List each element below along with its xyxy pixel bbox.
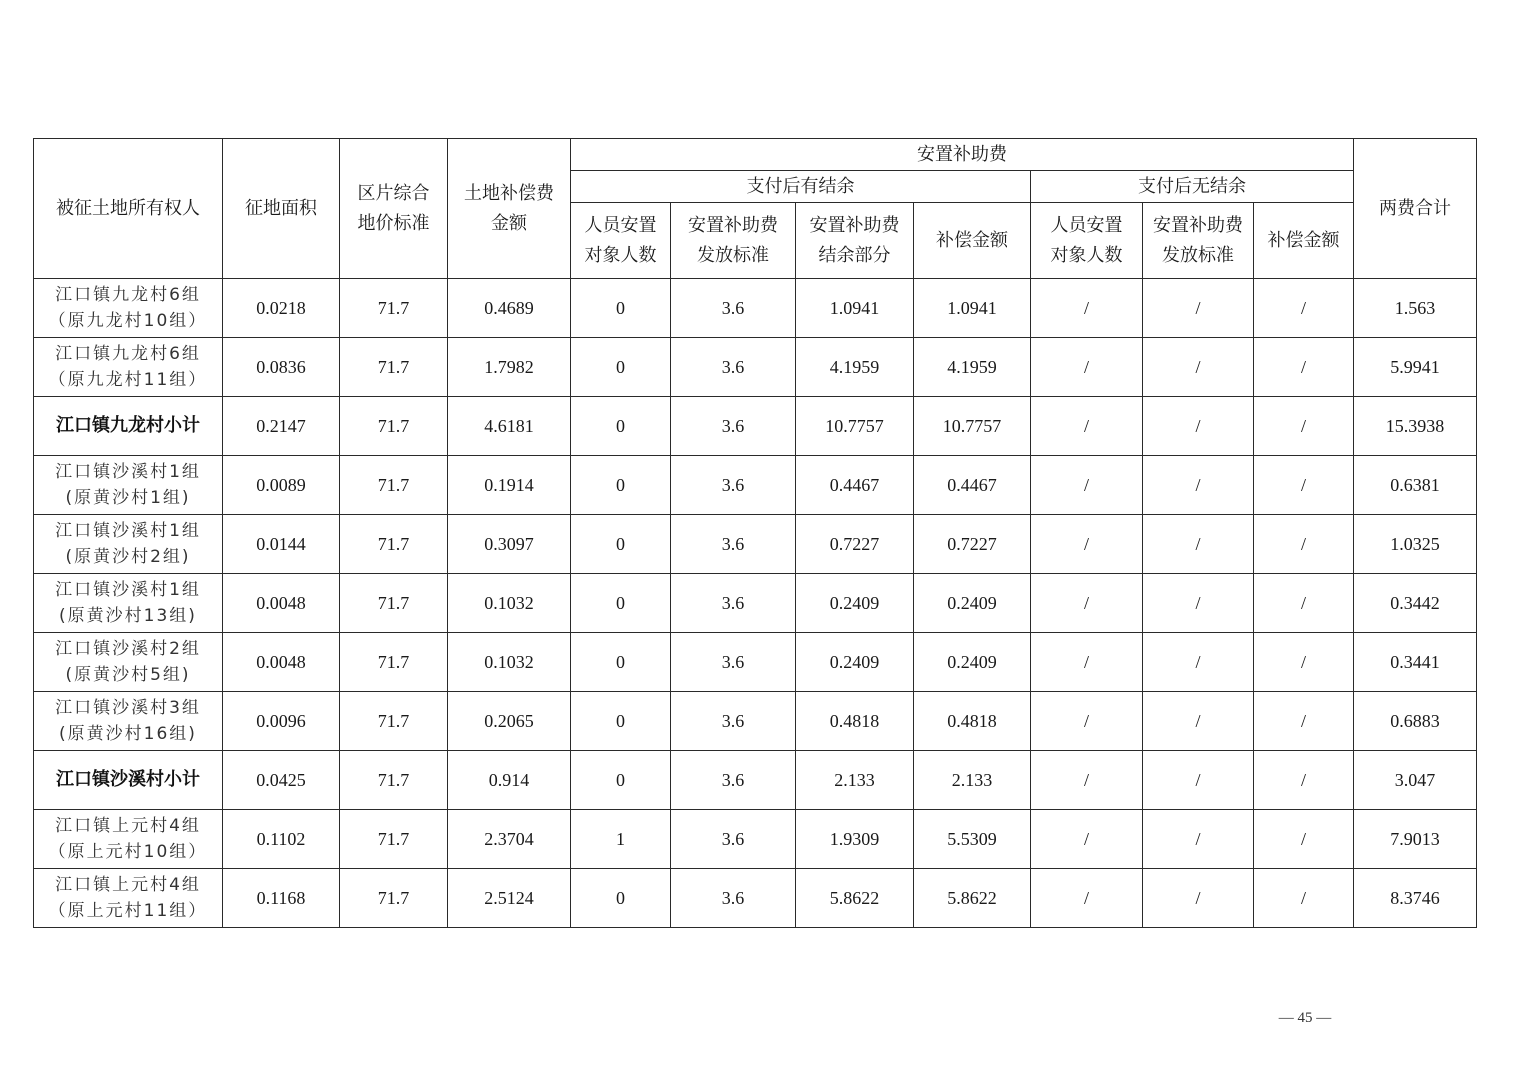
cell-surplus: 1.9309 [796, 810, 914, 869]
cell-area: 0.1102 [223, 810, 340, 869]
cell-n3: / [1254, 692, 1354, 751]
owner-cell [34, 751, 223, 810]
header-standard-1 [671, 203, 796, 279]
owner-original-group: (原黄沙村2组) [65, 547, 191, 567]
cell-standard: 3.6 [671, 633, 796, 692]
cell-n2: / [1143, 751, 1254, 810]
cell-land: 0.2065 [448, 692, 571, 751]
cell-land: 0.1032 [448, 574, 571, 633]
table-body [34, 279, 1477, 928]
cell-price: 71.7 [340, 456, 448, 515]
cell-n3: / [1254, 751, 1354, 810]
owner-cell [34, 633, 223, 692]
cell-n3: / [1254, 515, 1354, 574]
table-row [34, 692, 1477, 751]
owner-name: 江口镇沙溪村1组 [55, 462, 201, 482]
cell-land: 0.1914 [448, 456, 571, 515]
cell-land: 0.4689 [448, 279, 571, 338]
header-comp-amount-2: 补偿金额 [1254, 203, 1354, 279]
cell-surplus: 0.4467 [796, 456, 914, 515]
cell-n1: / [1031, 456, 1143, 515]
cell-n2: / [1143, 515, 1254, 574]
header-total: 两费合计 [1354, 139, 1477, 279]
cell-persons: 0 [571, 279, 671, 338]
cell-n3: / [1254, 397, 1354, 456]
cell-standard: 3.6 [671, 692, 796, 751]
cell-total: 0.6381 [1354, 456, 1477, 515]
table-row [34, 279, 1477, 338]
cell-n2: / [1143, 869, 1254, 928]
cell-surplus: 2.133 [796, 751, 914, 810]
header-persons-2-text: 人员安置对象人数 [1050, 214, 1123, 266]
header-price [340, 139, 448, 279]
cell-persons: 0 [571, 692, 671, 751]
owner-original-group: （原九龙村10组） [48, 311, 208, 331]
cell-area: 0.0048 [223, 633, 340, 692]
cell-total: 0.6883 [1354, 692, 1477, 751]
owner-name: 江口镇沙溪村1组 [55, 521, 201, 541]
cell-n1: / [1031, 338, 1143, 397]
cell-price: 71.7 [340, 397, 448, 456]
owner-name: 江口镇沙溪村1组 [55, 580, 201, 600]
cell-standard: 3.6 [671, 515, 796, 574]
owner-name: 江口镇沙溪村3组 [55, 698, 201, 718]
cell-standard: 3.6 [671, 456, 796, 515]
cell-persons: 0 [571, 515, 671, 574]
cell-price: 71.7 [340, 279, 448, 338]
cell-surplus: 5.8622 [796, 869, 914, 928]
owner-cell [34, 869, 223, 928]
cell-n3: / [1254, 279, 1354, 338]
cell-total: 0.3441 [1354, 633, 1477, 692]
header-owner: 被征土地所有权人 [34, 139, 223, 279]
cell-surplus: 10.7757 [796, 397, 914, 456]
cell-price: 71.7 [340, 633, 448, 692]
cell-land: 2.3704 [448, 810, 571, 869]
cell-comp: 0.4467 [914, 456, 1031, 515]
cell-n2: / [1143, 279, 1254, 338]
owner-original-group: （原九龙村11组） [48, 370, 208, 390]
cell-standard: 3.6 [671, 397, 796, 456]
cell-comp: 0.2409 [914, 633, 1031, 692]
cell-price: 71.7 [340, 515, 448, 574]
cell-n3: / [1254, 574, 1354, 633]
cell-n1: / [1031, 751, 1143, 810]
cell-standard: 3.6 [671, 869, 796, 928]
cell-n3: / [1254, 633, 1354, 692]
header-surplus-part [796, 203, 914, 279]
cell-n3: / [1254, 810, 1354, 869]
cell-n1: / [1031, 574, 1143, 633]
cell-n3: / [1254, 456, 1354, 515]
owner-original-group: (原黄沙村13组) [59, 606, 197, 626]
cell-n3: / [1254, 338, 1354, 397]
owner-name: 江口镇上元村4组 [55, 875, 201, 895]
cell-surplus: 1.0941 [796, 279, 914, 338]
cell-area: 0.0144 [223, 515, 340, 574]
owner-cell [34, 810, 223, 869]
cell-standard: 3.6 [671, 751, 796, 810]
owner-name: 江口镇沙溪村2组 [55, 639, 201, 659]
table-row [34, 751, 1477, 810]
cell-standard: 3.6 [671, 574, 796, 633]
cell-surplus: 4.1959 [796, 338, 914, 397]
cell-total: 8.3746 [1354, 869, 1477, 928]
cell-price: 71.7 [340, 869, 448, 928]
cell-price: 71.7 [340, 810, 448, 869]
cell-persons: 1 [571, 810, 671, 869]
cell-persons: 0 [571, 751, 671, 810]
owner-original-group: （原上元村11组） [48, 901, 208, 921]
header-price-text: 区片综合地价标准 [357, 182, 430, 234]
header-persons-1 [571, 203, 671, 279]
cell-n1: / [1031, 633, 1143, 692]
cell-persons: 0 [571, 456, 671, 515]
header-surplus-part-text: 安置补助费结余部分 [809, 214, 900, 266]
cell-persons: 0 [571, 574, 671, 633]
header-land-comp [448, 139, 571, 279]
table-row [34, 574, 1477, 633]
cell-persons: 0 [571, 869, 671, 928]
cell-comp: 0.2409 [914, 574, 1031, 633]
cell-total: 0.3442 [1354, 574, 1477, 633]
cell-n2: / [1143, 456, 1254, 515]
cell-standard: 3.6 [671, 810, 796, 869]
cell-n1: / [1031, 810, 1143, 869]
header-standard-2 [1143, 203, 1254, 279]
table-row [34, 338, 1477, 397]
cell-area: 0.0425 [223, 751, 340, 810]
cell-persons: 0 [571, 633, 671, 692]
cell-price: 71.7 [340, 692, 448, 751]
table-row [34, 869, 1477, 928]
cell-surplus: 0.4818 [796, 692, 914, 751]
cell-n2: / [1143, 338, 1254, 397]
header-persons-1-text: 人员安置对象人数 [584, 214, 657, 266]
cell-area: 0.0089 [223, 456, 340, 515]
compensation-table [33, 138, 1477, 928]
owner-cell [34, 338, 223, 397]
cell-total: 5.9941 [1354, 338, 1477, 397]
cell-price: 71.7 [340, 751, 448, 810]
cell-n2: / [1143, 397, 1254, 456]
cell-comp: 0.4818 [914, 692, 1031, 751]
owner-original-group: （原上元村10组） [48, 842, 208, 862]
cell-comp: 5.8622 [914, 869, 1031, 928]
cell-area: 0.1168 [223, 869, 340, 928]
table-header [34, 139, 1477, 279]
header-area: 征地面积 [223, 139, 340, 279]
cell-n2: / [1143, 574, 1254, 633]
cell-area: 0.0218 [223, 279, 340, 338]
owner-name: 江口镇九龙村6组 [55, 285, 201, 305]
cell-land: 0.914 [448, 751, 571, 810]
cell-n1: / [1031, 515, 1143, 574]
cell-land: 2.5124 [448, 869, 571, 928]
table-row [34, 515, 1477, 574]
table-row [34, 456, 1477, 515]
cell-comp: 5.5309 [914, 810, 1031, 869]
cell-area: 0.2147 [223, 397, 340, 456]
owner-original-group: (原黄沙村16组) [59, 724, 197, 744]
owner-original-group: (原黄沙村5组) [65, 665, 191, 685]
header-comp-amount-1: 补偿金额 [914, 203, 1031, 279]
cell-area: 0.0836 [223, 338, 340, 397]
cell-n1: / [1031, 397, 1143, 456]
cell-surplus: 0.7227 [796, 515, 914, 574]
header-resettle: 安置补助费 [571, 139, 1354, 171]
cell-total: 3.047 [1354, 751, 1477, 810]
cell-persons: 0 [571, 397, 671, 456]
cell-surplus: 0.2409 [796, 633, 914, 692]
header-land-comp-text: 土地补偿费金额 [464, 182, 554, 234]
owner-cell [34, 692, 223, 751]
cell-land: 4.6181 [448, 397, 571, 456]
cell-n2: / [1143, 633, 1254, 692]
table-row [34, 397, 1477, 456]
cell-land: 1.7982 [448, 338, 571, 397]
cell-n1: / [1031, 869, 1143, 928]
header-persons-2 [1031, 203, 1143, 279]
cell-standard: 3.6 [671, 279, 796, 338]
owner-cell [34, 279, 223, 338]
owner-cell [34, 397, 223, 456]
owner-cell [34, 456, 223, 515]
owner-cell [34, 515, 223, 574]
cell-comp: 10.7757 [914, 397, 1031, 456]
cell-n2: / [1143, 810, 1254, 869]
owner-cell [34, 574, 223, 633]
cell-n1: / [1031, 279, 1143, 338]
cell-price: 71.7 [340, 574, 448, 633]
cell-comp: 1.0941 [914, 279, 1031, 338]
cell-area: 0.0096 [223, 692, 340, 751]
header-no-surplus: 支付后无结余 [1031, 171, 1354, 203]
owner-original-group: (原黄沙村1组) [65, 488, 191, 508]
cell-total: 15.3938 [1354, 397, 1477, 456]
cell-comp: 4.1959 [914, 338, 1031, 397]
cell-comp: 0.7227 [914, 515, 1031, 574]
cell-total: 1.563 [1354, 279, 1477, 338]
owner-name: 江口镇九龙村小计 [56, 415, 200, 436]
cell-total: 1.0325 [1354, 515, 1477, 574]
cell-n2: / [1143, 692, 1254, 751]
cell-standard: 3.6 [671, 338, 796, 397]
cell-persons: 0 [571, 338, 671, 397]
owner-name: 江口镇九龙村6组 [55, 344, 201, 364]
cell-n3: / [1254, 869, 1354, 928]
page-number: — 45 — [1278, 1010, 1332, 1026]
cell-surplus: 0.2409 [796, 574, 914, 633]
cell-price: 71.7 [340, 338, 448, 397]
header-with-surplus: 支付后有结余 [571, 171, 1031, 203]
cell-area: 0.0048 [223, 574, 340, 633]
cell-total: 7.9013 [1354, 810, 1477, 869]
cell-comp: 2.133 [914, 751, 1031, 810]
cell-land: 0.3097 [448, 515, 571, 574]
cell-n1: / [1031, 692, 1143, 751]
table-row [34, 633, 1477, 692]
header-standard-2-text: 安置补助费发放标准 [1153, 214, 1243, 266]
owner-name: 江口镇沙溪村小计 [56, 769, 200, 790]
owner-name: 江口镇上元村4组 [55, 816, 201, 836]
table-row [34, 810, 1477, 869]
cell-land: 0.1032 [448, 633, 571, 692]
header-standard-1-text: 安置补助费发放标准 [688, 214, 778, 266]
